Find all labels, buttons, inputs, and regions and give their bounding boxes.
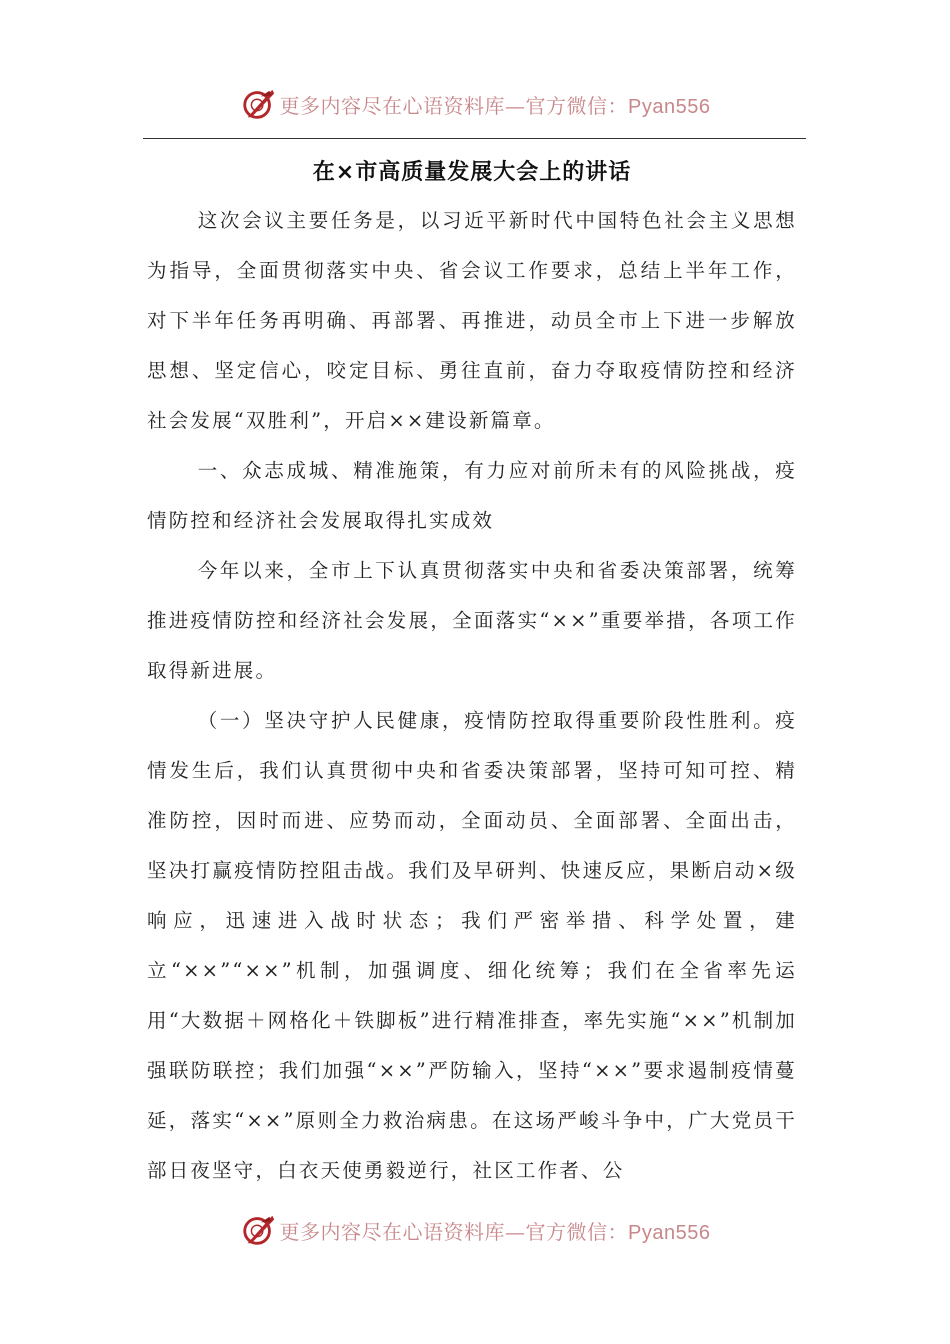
- watermark-wechat-id: Pyan556: [628, 95, 711, 118]
- paragraph-intro: 这次会议主要任务是，以习近平新时代中国特色社会主义思想为指导，全面贯彻落实中央、省会议工作要求，总结上半年工作，对下半年任务再明确、再部署、再推进，动员全市上下进一步解放思想、坚定信心，咬定目标、勇往直前，奋力夺取疫情防控和经济社会发展“双胜利”，开启××建设新篇章。: [147, 209, 797, 432]
- paragraph-summary: 今年以来，全市上下认真贯彻落实中央和省委决策部署，统筹推进疫情防控和经济社会发展，全面落实“××”重要举措，各项工作取得新进展。: [147, 559, 797, 682]
- footer-watermark: [0, 1208, 950, 1252]
- document-body: [147, 150, 797, 1196]
- paragraph-epidemic-control: （一）坚决守护人民健康，疫情防控取得重要阶段性胜利。疫情发生后，我们认真贯彻中央和省委决策部署，坚持可知可控、精准防控，因时而进、应势而动，全面动员、全面部署、全面出击，坚决打赢疫情防控阻击战。我们及早研判、快速反应，果断启动×级响应，迅速进入战时状态；我们严密举措、科学处置，建立“××”“××”机制，加强调度、细化统筹；我们在全省率先运用“大数据＋网格化＋铁脚板”进行精准排查，率先实施“××”机制加强联防联控；我们加强“××”严防输入，坚持“××”要求遏制疫情蔓延，落实“××”原则全力救治病患。在这场严峻斗争中，广大党员干部日夜坚守，白衣天使勇毅逆行，社区工作者、公: [147, 709, 797, 1182]
- watermark-text: 更多内容尽在心语资料库—官方微信：Pyan556: [279, 1219, 711, 1244]
- watermark-wechat-id: Pyan556: [628, 1221, 711, 1244]
- header-divider: [143, 138, 806, 139]
- quill-pen-circle-icon: [240, 85, 278, 123]
- section-heading-1: 一、众志成城、精准施策，有力应对前所未有的风险挑战，疫情防控和经济社会发展取得扎实成效: [147, 459, 797, 532]
- quill-pen-circle-icon: [240, 1211, 278, 1249]
- page-title: 在×市高质量发展大会上的讲话: [312, 160, 632, 185]
- header-watermark: [0, 82, 950, 126]
- watermark-text: 更多内容尽在心语资料库—官方微信：Pyan556: [279, 93, 711, 118]
